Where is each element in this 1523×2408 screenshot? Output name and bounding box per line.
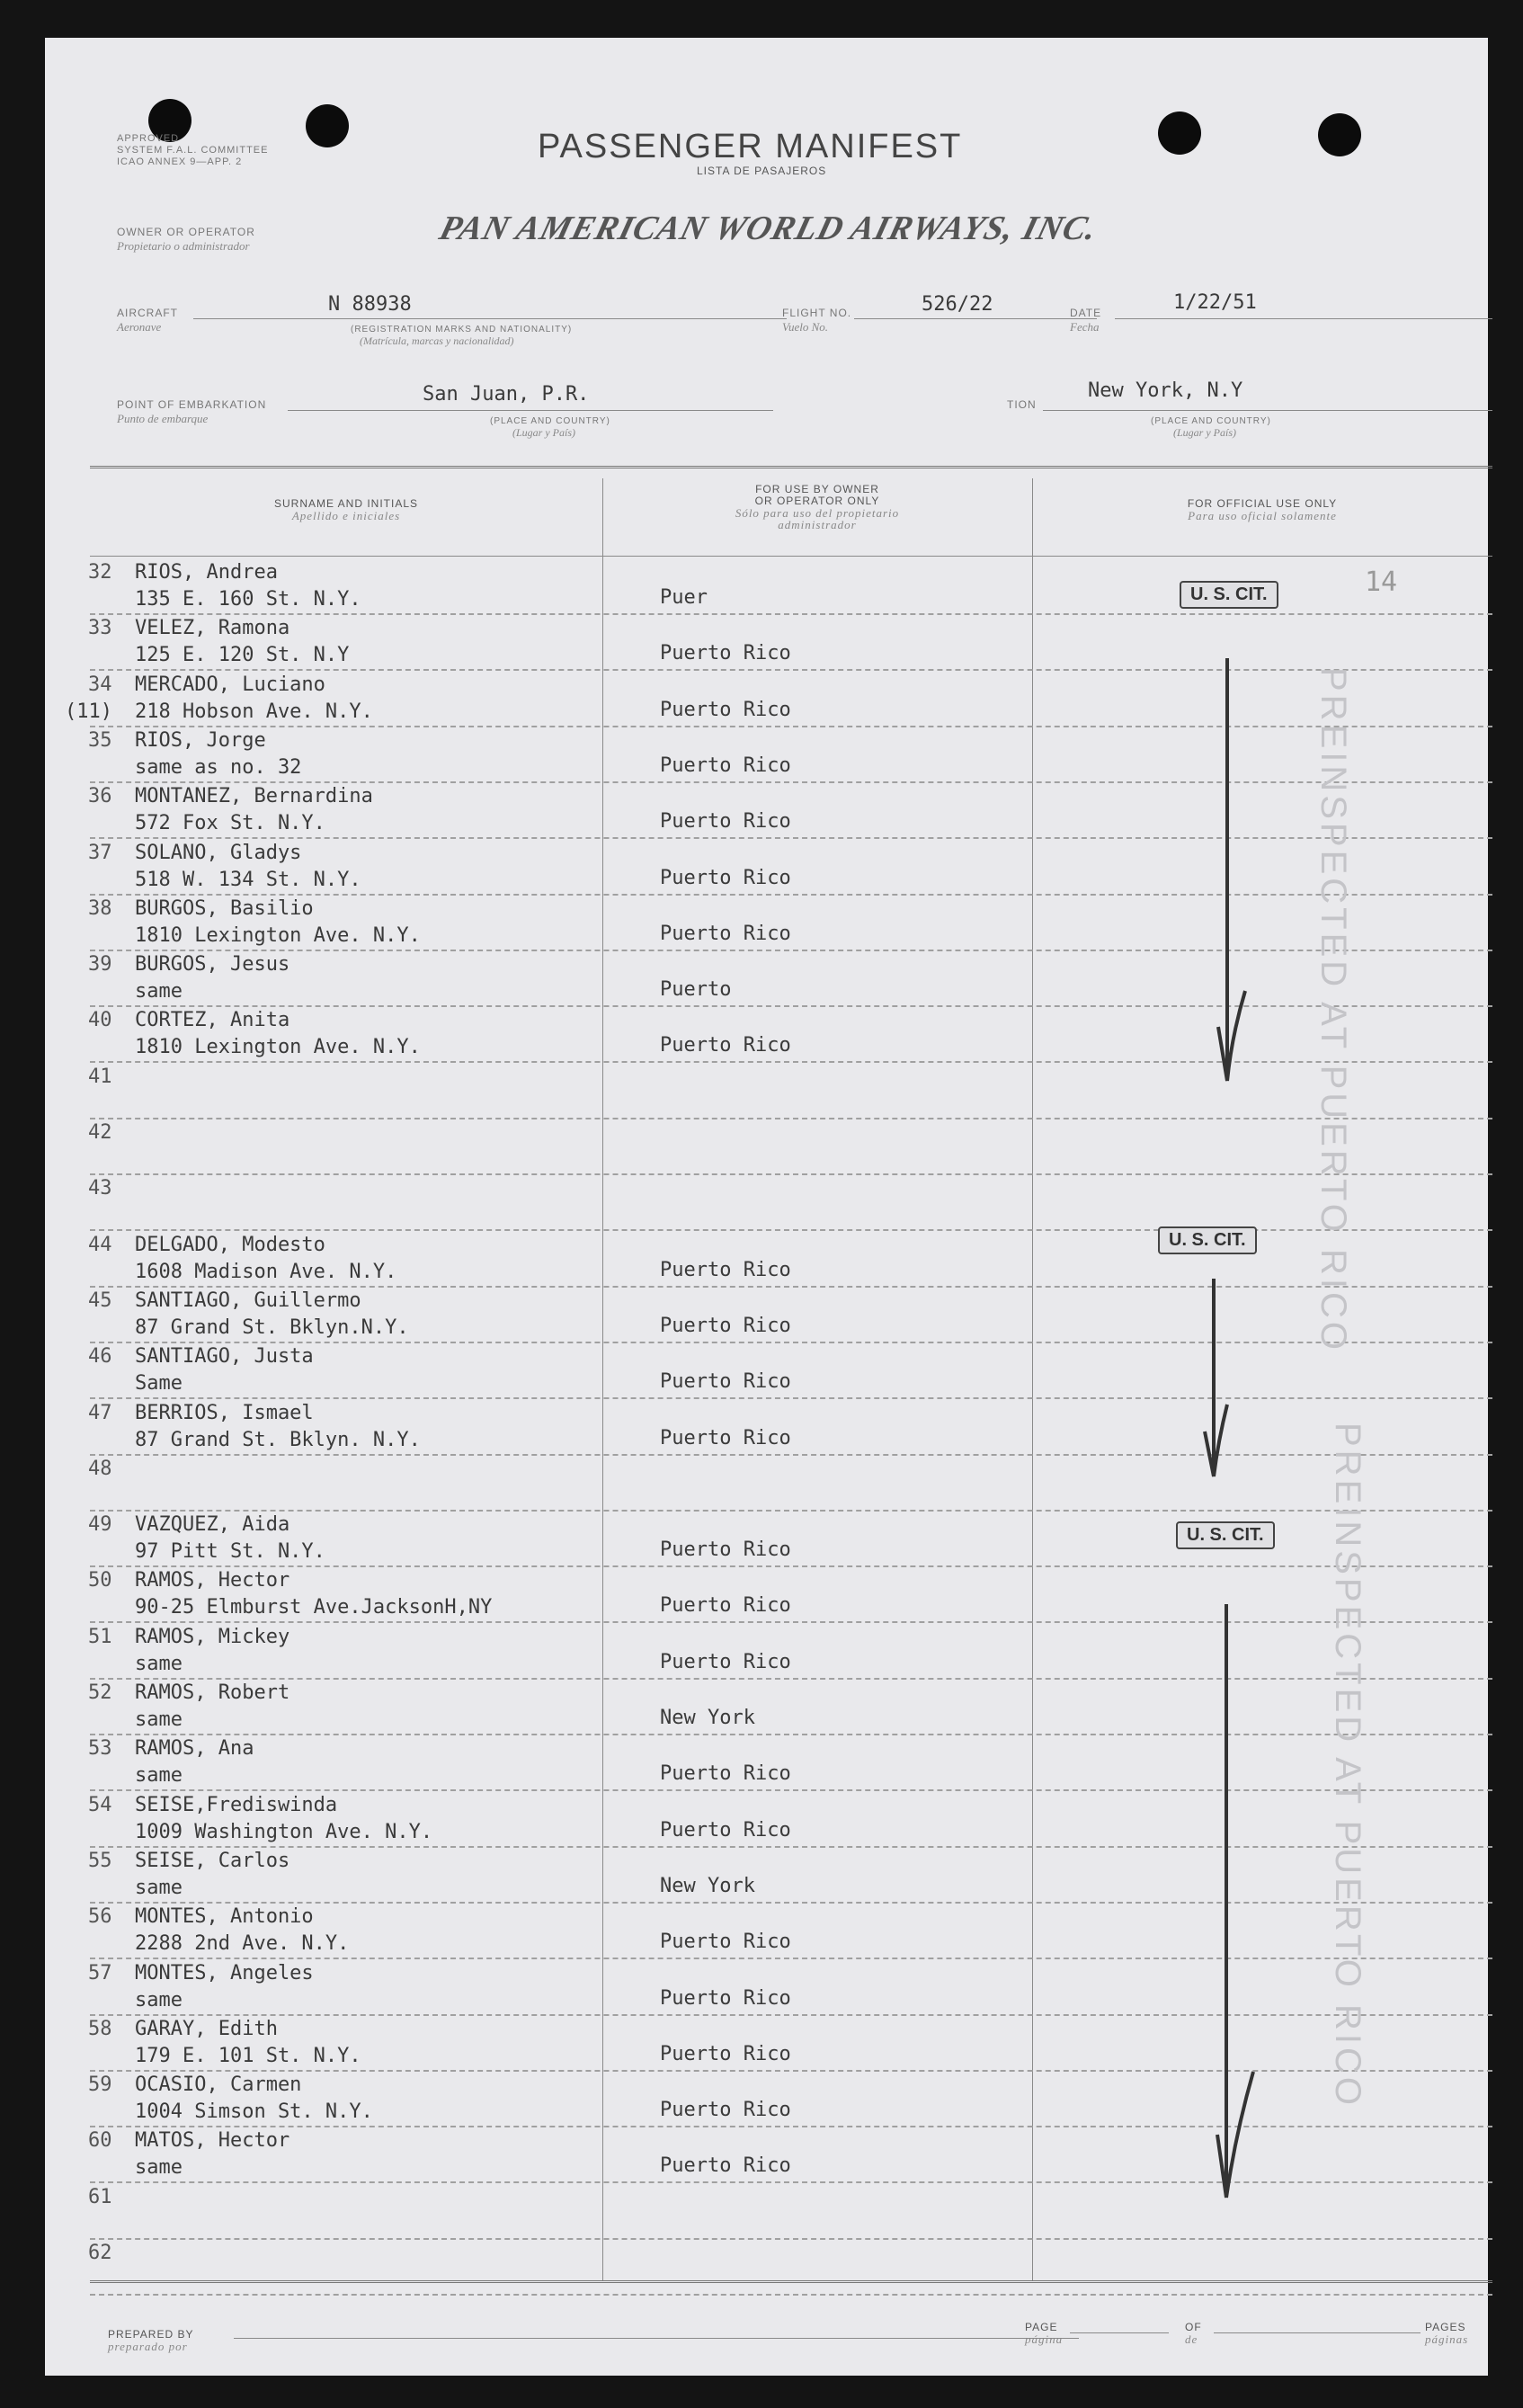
passenger-origin: Puerto Rico: [660, 2154, 791, 2177]
page-label: [1025, 2322, 1063, 2345]
flight-label-es: Vuelo No.: [782, 320, 829, 334]
table-row: [45, 1960, 1488, 2016]
owner-value: PAN AMERICAN WORLD AIRWAYS, INC.: [435, 210, 1102, 247]
passenger-address: 1004 Simson St. N.Y.: [135, 2100, 373, 2123]
approval-block: [117, 133, 268, 168]
prepared-by-line: [234, 2338, 1079, 2339]
passenger-origin: Puerto Rico: [660, 2043, 791, 2065]
row-number: 38: [88, 897, 112, 920]
passenger-address: same: [135, 1877, 183, 1899]
destination-underline: [1043, 410, 1492, 411]
passenger-origin: Puerto Rico: [660, 1538, 791, 1561]
table-row: [45, 2184, 1488, 2240]
passenger-address: 1810 Lexington Ave. N.Y.: [135, 1036, 421, 1058]
passenger-address: same as no. 32: [135, 756, 302, 779]
embark-underline: [288, 410, 773, 411]
table-row: [45, 1288, 1488, 1343]
aircraft-value: N 88938: [328, 293, 412, 316]
checkmark-bracket: [1178, 613, 1250, 1117]
passenger-origin: Puerto Rico: [660, 1651, 791, 1673]
manifest-sheet: [45, 38, 1488, 2376]
passenger-origin: Puerto Rico: [660, 1259, 791, 1281]
approval-line: SYSTEM F.A.L. COMMITTEE: [117, 145, 269, 156]
page-line: [1070, 2332, 1169, 2333]
passenger-name: SANTIAGO, Guillermo: [135, 1289, 361, 1312]
table-row: [45, 2016, 1488, 2072]
passenger-address: same: [135, 1989, 183, 2011]
passenger-name: BURGOS, Basilio: [135, 897, 314, 920]
owner-label: OWNER OR OPERATOR: [117, 226, 255, 238]
punch-hole: [306, 104, 349, 147]
preinspected-stamp: PREINSPECTED AT PUERTO RICO: [1314, 667, 1353, 1353]
punch-hole: [1318, 113, 1361, 156]
passenger-origin: New York: [660, 1875, 755, 1897]
table-row: [45, 2240, 1488, 2296]
passenger-address: 1608 Madison Ave. N.Y.: [135, 1261, 397, 1283]
passenger-name: RAMOS, Ana: [135, 1737, 254, 1760]
table-row: [45, 1007, 1488, 1063]
approval-line: APPROVED: [117, 133, 180, 144]
row-number: 34: [88, 673, 112, 696]
row-number: 32: [88, 561, 112, 584]
passenger-name: MONTES, Antonio: [135, 1905, 314, 1928]
passenger-address: same: [135, 1708, 183, 1731]
dest-place-caption: (PLACE AND COUNTRY): [1151, 416, 1271, 426]
row-number: 52: [88, 1681, 112, 1704]
column-header-operator: [602, 484, 1032, 531]
row-number: 40: [88, 1009, 112, 1031]
column-header-label: FOR OFFICIAL USE ONLY: [1187, 497, 1338, 510]
passenger-address: 1009 Washington Ave. N.Y.: [135, 1821, 433, 1843]
table-row: [45, 896, 1488, 951]
pages-label: [1425, 2322, 1468, 2345]
row-number: 47: [88, 1402, 112, 1424]
table-header-rule: [90, 556, 1492, 557]
passenger-name: DELGADO, Modesto: [135, 1234, 325, 1256]
passenger-address: Same: [135, 1372, 183, 1395]
registration-caption: (REGISTRATION MARKS AND NATIONALITY): [351, 325, 573, 334]
column-header-label-es: Sólo para uso del propietario: [735, 506, 900, 520]
passenger-origin: Puerto Rico: [660, 1034, 791, 1057]
passenger-name: VELEZ, Ramona: [135, 617, 290, 639]
table-row: [45, 1175, 1488, 1231]
table-row: [45, 1848, 1488, 1904]
prepared-by-text-es: preparado por: [108, 2340, 188, 2353]
row-number: 39: [88, 953, 112, 976]
flight-value: 526/22: [922, 293, 993, 316]
passenger-origin: New York: [660, 1707, 755, 1729]
embark-place-caption-es: (Lugar y País): [512, 426, 575, 439]
passenger-origin: Puerto Rico: [660, 642, 791, 664]
embark-place-caption: (PLACE AND COUNTRY): [490, 416, 610, 426]
row-note: (11): [65, 700, 112, 723]
row-number: 62: [88, 2242, 112, 2264]
row-number: 59: [88, 2074, 112, 2096]
table-row: [45, 1232, 1488, 1288]
column-header-official: [1032, 498, 1492, 522]
page-title-es: LISTA DE PASAJEROS: [697, 165, 827, 177]
table-row: [45, 672, 1488, 727]
passenger-name: SOLANO, Gladys: [135, 842, 302, 864]
table-row: [45, 615, 1488, 671]
row-rule: [90, 669, 1492, 671]
passenger-origin: Puerto Rico: [660, 1819, 791, 1842]
passenger-name: VAZQUEZ, Aida: [135, 1513, 290, 1536]
passenger-origin: Puerto Rico: [660, 1315, 791, 1337]
passenger-name: MATOS, Hector: [135, 2129, 290, 2152]
us-citizen-stamp: U. S. CIT.: [1158, 1226, 1257, 1254]
passenger-origin: Puerto Rico: [660, 1370, 791, 1393]
embark-label: POINT OF EMBARKATION: [117, 398, 267, 411]
page-label-text-es: página: [1025, 2332, 1064, 2346]
embark-label-es: Punto de embarque: [117, 412, 209, 425]
row-number: 43: [88, 1177, 112, 1200]
table-row: [45, 1400, 1488, 1456]
us-citizen-stamp: U. S. CIT.: [1180, 581, 1278, 609]
aircraft-label: AIRCRAFT: [117, 307, 178, 319]
row-number: 41: [88, 1066, 112, 1088]
table-top-rule: [90, 466, 1492, 468]
row-number: 58: [88, 2018, 112, 2040]
date-value: 1/22/51: [1173, 291, 1257, 314]
table-row: [45, 2127, 1488, 2183]
owner-label-es: Propietario o administrador: [117, 239, 250, 253]
date-label-es: Fecha: [1070, 320, 1100, 334]
passenger-name: BURGOS, Jesus: [135, 953, 290, 976]
table-row: [45, 1119, 1488, 1175]
row-number: 42: [88, 1121, 112, 1144]
passenger-address: 1810 Lexington Ave. N.Y.: [135, 924, 421, 947]
passenger-address: same: [135, 2156, 183, 2179]
row-number: 35: [88, 729, 112, 752]
row-number: 36: [88, 785, 112, 807]
column-header-surname: [90, 498, 602, 522]
passenger-name: RAMOS, Hector: [135, 1569, 290, 1592]
table-row: [45, 1792, 1488, 1848]
row-rule: [90, 2294, 1492, 2296]
column-header-label: SURNAME AND INITIALS: [273, 497, 419, 510]
us-citizen-stamp: U. S. CIT.: [1176, 1521, 1275, 1549]
passenger-address: 572 Fox St. N.Y.: [135, 812, 325, 834]
passenger-name: BERRIOS, Ismael: [135, 1402, 314, 1424]
passenger-name: MONTES, Angeles: [135, 1962, 314, 1984]
page-title: PASSENGER MANIFEST: [538, 128, 963, 165]
checkmark-bracket: [1169, 1261, 1241, 1494]
passenger-name: MONTANEZ, Bernardina: [135, 785, 373, 807]
passenger-name: RIOS, Jorge: [135, 729, 266, 752]
row-number: 44: [88, 1234, 112, 1256]
passenger-origin: Puerto Rico: [660, 923, 791, 945]
table-row: [45, 1064, 1488, 1119]
row-number: 61: [88, 2186, 112, 2208]
table-row: [45, 951, 1488, 1007]
row-rule: [90, 1958, 1492, 1959]
flight-label: FLIGHT NO.: [782, 307, 852, 319]
passenger-origin: Puerto Rico: [660, 1594, 791, 1617]
table-row: [45, 1624, 1488, 1680]
checkmark-bracket: [1180, 1559, 1260, 2234]
table-row: [45, 783, 1488, 839]
row-rule: [90, 1397, 1492, 1399]
row-number: 55: [88, 1850, 112, 1872]
prepared-by-text: PREPARED BY: [108, 2328, 194, 2341]
approval-line: ICAO ANNEX 9—APP. 2: [117, 156, 243, 167]
destination-value: New York, N.Y: [1088, 379, 1243, 402]
page-label-text: PAGE: [1025, 2321, 1058, 2333]
passenger-origin: Puerto Rico: [660, 699, 791, 721]
passenger-name: SANTIAGO, Justa: [135, 1345, 314, 1368]
passenger-address: 2288 2nd Ave. N.Y.: [135, 1932, 350, 1955]
of-label: [1185, 2322, 1202, 2345]
passenger-address: 90-25 Elmburst Ave.JacksonH,NY: [135, 1596, 493, 1619]
row-number: 60: [88, 2129, 112, 2152]
row-rule: [90, 2181, 1492, 2183]
passenger-origin: Puerto: [660, 978, 732, 1001]
passenger-address: same: [135, 1653, 183, 1675]
row-rule: [90, 1789, 1492, 1791]
table-row: [45, 1904, 1488, 1959]
table-row: [45, 840, 1488, 896]
column-header-label-es: Para uso oficial solamente: [1188, 509, 1337, 522]
row-rule: [90, 1621, 1492, 1623]
column-header-label: OR OPERATOR ONLY: [754, 495, 880, 507]
flight-underline: [854, 318, 1097, 319]
of-label-text-es: de: [1185, 2332, 1198, 2346]
table-row: [45, 1680, 1488, 1735]
prepared-by-label: [108, 2329, 193, 2352]
row-number: 50: [88, 1569, 112, 1592]
column-header-label-es: administrador: [778, 518, 857, 531]
table-row: [45, 1456, 1488, 1512]
passenger-address: 518 W. 134 St. N.Y.: [135, 869, 361, 891]
passenger-name: RIOS, Andrea: [135, 561, 278, 584]
passenger-name: OCASIO, Carmen: [135, 2074, 302, 2096]
registration-caption-es: (Matrícula, marcas y nacionalidad): [360, 334, 514, 347]
row-number: 49: [88, 1513, 112, 1536]
row-number: 51: [88, 1626, 112, 1648]
passenger-origin: Puerto Rico: [660, 1427, 791, 1449]
passenger-origin: Puerto Rico: [660, 1987, 791, 2010]
table-row: [45, 1343, 1488, 1399]
date-underline: [1115, 318, 1492, 319]
row-number: 33: [88, 617, 112, 639]
preinspected-stamp: PREINSPECTED AT PUERTO RICO: [1328, 1423, 1367, 2109]
passenger-address: 125 E. 120 St. N.Y: [135, 644, 350, 666]
table-row: [45, 727, 1488, 783]
row-rule: [90, 837, 1492, 839]
passenger-name: MERCADO, Luciano: [135, 673, 325, 696]
passenger-address: same: [135, 1764, 183, 1787]
row-number: 48: [88, 1458, 112, 1480]
passenger-name: CORTEZ, Anita: [135, 1009, 290, 1031]
row-number: 54: [88, 1794, 112, 1816]
passenger-origin: Puerto Rico: [660, 2099, 791, 2121]
row-number: 37: [88, 842, 112, 864]
embark-value: San Juan, P.R.: [423, 383, 590, 406]
dest-place-caption-es: (Lugar y País): [1173, 426, 1236, 439]
date-label: DATE: [1070, 307, 1102, 319]
passenger-address: 179 E. 101 St. N.Y.: [135, 2045, 361, 2067]
passenger-name: SEISE,Frediswinda: [135, 1794, 338, 1816]
row-number: 46: [88, 1345, 112, 1368]
passenger-origin: Puerto Rico: [660, 1931, 791, 1953]
passenger-name: RAMOS, Robert: [135, 1681, 290, 1704]
of-label-text: OF: [1185, 2321, 1202, 2333]
passenger-origin: Puer: [660, 586, 708, 609]
passenger-address: 87 Grand St. Bklyn.N.Y.: [135, 1316, 409, 1339]
pages-label-text-es: páginas: [1425, 2332, 1469, 2346]
row-rule: [90, 1061, 1492, 1063]
table-row: [45, 2072, 1488, 2127]
passenger-address: 218 Hobson Ave. N.Y.: [135, 700, 373, 723]
row-number: 57: [88, 1962, 112, 1984]
passenger-name: SEISE, Carlos: [135, 1850, 290, 1872]
punch-hole: [1158, 111, 1201, 155]
passenger-origin: Puerto Rico: [660, 1762, 791, 1785]
column-header-label-es: Apellido e iniciales: [291, 509, 401, 522]
column-header-label: FOR USE BY OWNER: [755, 483, 879, 495]
passenger-address: same: [135, 980, 183, 1003]
table-row: [45, 1735, 1488, 1791]
aircraft-underline: [193, 318, 787, 319]
passenger-address: 135 E. 160 St. N.Y.: [135, 588, 361, 611]
aircraft-label-es: Aeronave: [117, 320, 162, 334]
row-number: 56: [88, 1905, 112, 1928]
table-row: [45, 1567, 1488, 1623]
passenger-origin: Puerto Rico: [660, 867, 791, 889]
pages-label-text: PAGES: [1425, 2321, 1466, 2333]
row-number: 53: [88, 1737, 112, 1760]
page-number: 14: [1365, 566, 1398, 598]
passenger-name: RAMOS, Mickey: [135, 1626, 290, 1648]
row-rule: [90, 1229, 1492, 1231]
passenger-address: 87 Grand St. Bklyn. N.Y.: [135, 1429, 421, 1451]
passenger-address: 97 Pitt St. N.Y.: [135, 1540, 325, 1563]
pages-line: [1214, 2332, 1421, 2333]
destination-label: TION: [1007, 398, 1037, 411]
passenger-name: GARAY, Edith: [135, 2018, 278, 2040]
row-number: 45: [88, 1289, 112, 1312]
passenger-origin: Puerto Rico: [660, 754, 791, 777]
passenger-origin: Puerto Rico: [660, 810, 791, 833]
